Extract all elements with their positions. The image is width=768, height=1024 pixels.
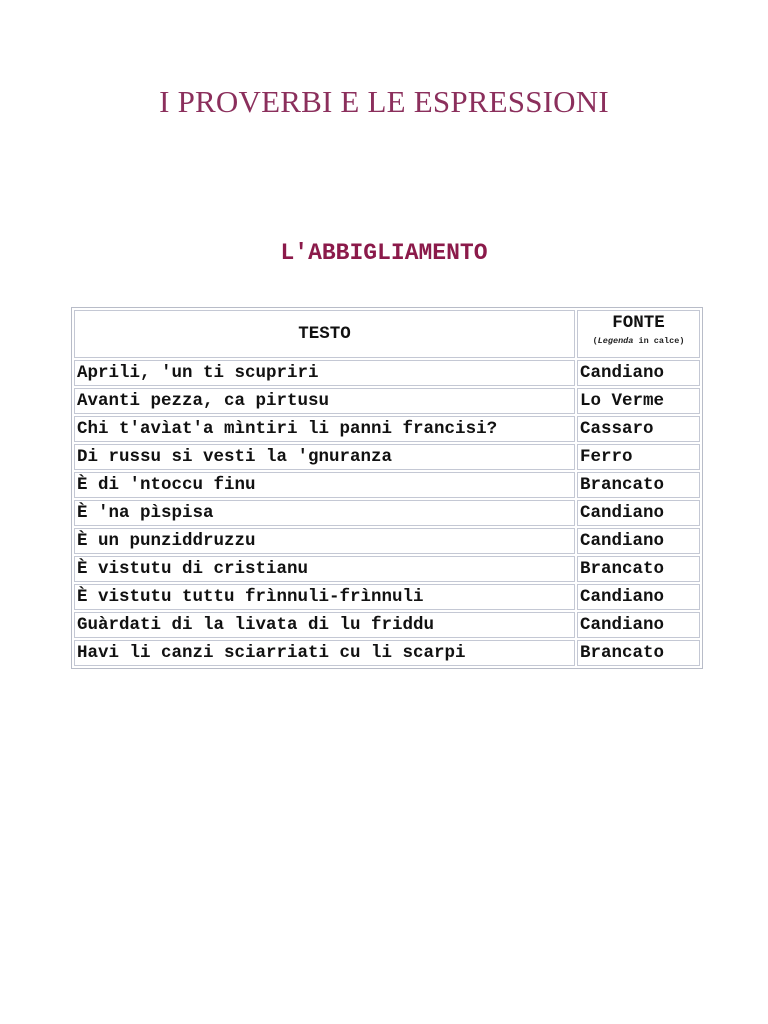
testo-cell: Chi t'avìat'a mìntiri li panni francisi?: [74, 416, 575, 442]
testo-cell: È di 'ntoccu finu: [74, 472, 575, 498]
table-row: [74, 556, 700, 582]
fonte-cell: Ferro: [577, 444, 700, 470]
testo-cell: Avanti pezza, ca pirtusu: [74, 388, 575, 414]
fonte-cell: Brancato: [577, 472, 700, 498]
table-row: [74, 612, 700, 638]
testo-cell: È vistutu tuttu frìnnuli-frìnnuli: [74, 584, 575, 610]
section-title: L'ABBIGLIAMENTO: [280, 240, 488, 266]
testo-cell: Aprili, 'un ti scupriri: [74, 360, 575, 386]
testo-cell: Havi li canzi sciarriati cu li scarpi: [74, 640, 575, 666]
table-row: [74, 640, 700, 666]
fonte-cell: Brancato: [577, 640, 700, 666]
fonte-cell: Cassaro: [577, 416, 700, 442]
fonte-cell: Brancato: [577, 556, 700, 582]
table-row: [74, 500, 700, 526]
table-row: [74, 388, 700, 414]
header-testo: TESTO: [74, 310, 575, 358]
fonte-cell: Candiano: [577, 500, 700, 526]
fonte-cell: Candiano: [577, 360, 700, 386]
testo-cell: È un punziddruzzu: [74, 528, 575, 554]
table-header-row: [74, 310, 700, 358]
fonte-cell: Lo Verme: [577, 388, 700, 414]
testo-cell: È 'na pìspisa: [74, 500, 575, 526]
header-fonte-label: FONTE: [612, 313, 665, 333]
legend-open: (: [592, 336, 598, 346]
fonte-cell: Candiano: [577, 612, 700, 638]
table-row: [74, 416, 700, 442]
page-title: I PROVERBI E LE ESPRESSIONI: [159, 84, 609, 119]
legend-note: [580, 335, 697, 347]
legend-rest: in calce: [633, 336, 680, 346]
proverbs-table: [71, 307, 703, 669]
testo-cell: Di russu si vesti la 'gnuranza: [74, 444, 575, 470]
table-row: [74, 528, 700, 554]
table-row: [74, 584, 700, 610]
legend-close: ): [679, 336, 685, 346]
testo-cell: È vistutu di cristianu: [74, 556, 575, 582]
fonte-cell: Candiano: [577, 528, 700, 554]
table-row: [74, 360, 700, 386]
header-fonte: [577, 310, 700, 358]
testo-cell: Guàrdati di la livata di lu friddu: [74, 612, 575, 638]
table-row: [74, 444, 700, 470]
fonte-cell: Candiano: [577, 584, 700, 610]
legend-word: Legenda: [597, 336, 634, 346]
table-row: [74, 472, 700, 498]
